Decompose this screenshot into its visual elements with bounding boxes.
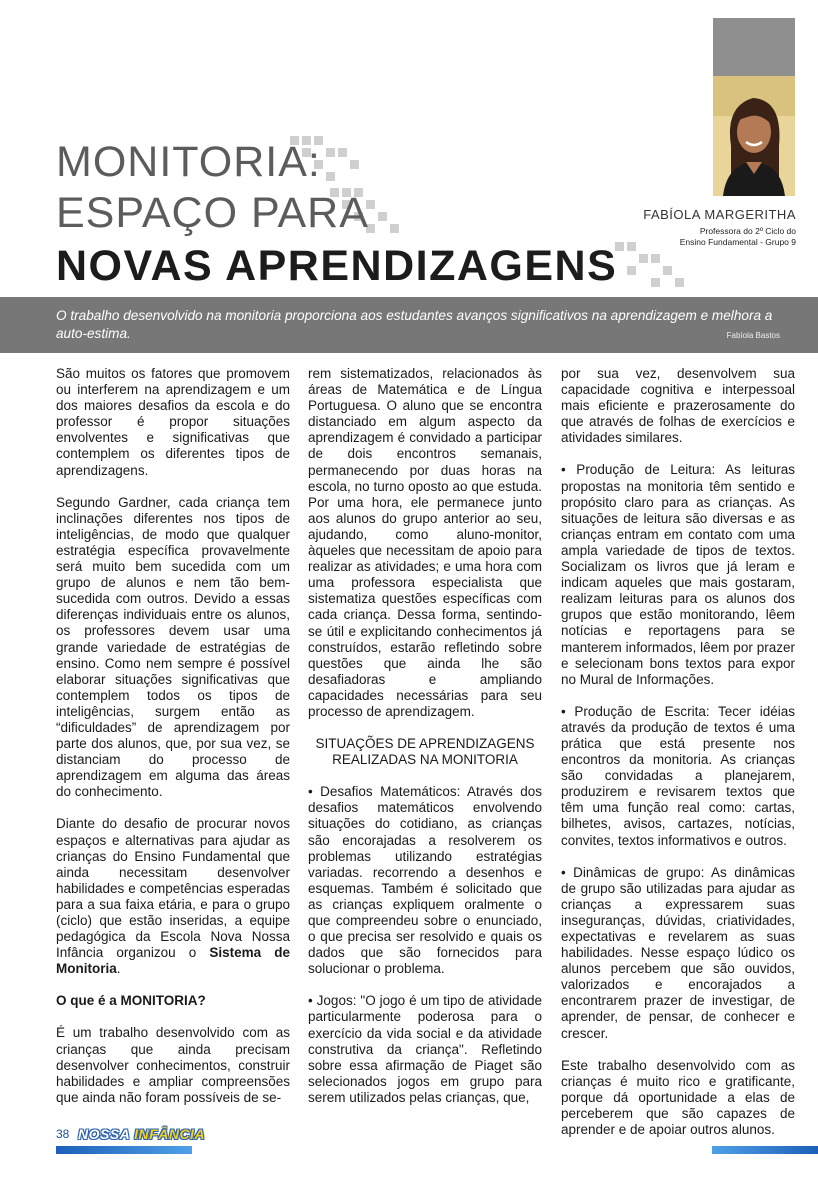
column-1 [56, 366, 290, 1122]
paragraph: • Jogos: "O jogo é um tipo de atividade particularmente poderosa para o exercício da vida social e da atividade construtiva da criança". Refletindo sobre essa afirmação de Piaget são selecionados jogos em grupo para serem utilizados pelas crianças, que, [308, 993, 542, 1105]
title-line-3: NOVAS APRENDIZAGENS [56, 242, 618, 290]
paragraph: • Produção de Leitura: As leituras propostas na monitoria têm sentido e propósito claro para as crianças. As situações de leitura são diversas e as crianças entram em contato com uma ampla variedade de tipos de textos. Socializam os livros que já leram e indicam aqueles que mais gostaram, realizam leituras para os alunos dos grupos que estão monitorando, lêem notícias e reportagens para se manterem informados, lêem por prazer e selecionam bons textos para expor no Mural de Informações. [561, 462, 795, 687]
title-line-1: MONITORIA: [56, 138, 321, 186]
footer-bar-right [712, 1146, 818, 1154]
section-question: O que é a MONITORIA? [56, 993, 206, 1009]
paragraph: • Dinâmicas de grupo: As dinâmicas de grupo são utilizadas para ajudar as crianças a expressarem suas inseguranças, dúvidas, criatividades, expectativas e revelarem as suas habilidades. Nesse espaço lúdico os alunos percebem que são ouvidos, valorizados e encorajados a encontrarem prazer de investigar, de aprender, de pensar, de conhecer e crescer. [561, 864, 795, 1041]
paragraph-end: . [116, 961, 121, 977]
author-name: FABÍOLA MARGERITHA [643, 207, 796, 222]
paragraph [56, 816, 290, 977]
intro-text: O trabalho desenvolvido na monitoria proporciona aos estudantes avanços significativos na aprendizagem e melhora a auto-estima. [56, 308, 773, 341]
footer-bar-left [56, 1146, 192, 1154]
paragraph: • Produção de Escrita: Tecer idéias através da produção de textos é uma prática que está presente nos encontros da monitoria. As crianças são convidadas a planejarem, produzirem e revisarem textos que têm uma função real como: cartas, bilhetes, avisos, cartazes, notícias, convites, textos informativos e outros. [561, 703, 795, 848]
page-number: 38 [56, 1127, 70, 1141]
column-3 [561, 366, 795, 1154]
photo-frame [713, 18, 795, 76]
title-line-2: ESPAÇO PARA [56, 189, 369, 237]
paragraph: Segundo Gardner, cada criança tem inclinações diferentes nos tipos de inteligências, de modo que qualquer estratégia específica provavelmente será muito bem sucedida com um grupo de alunos e nem tão bem-sucedida com outros. Devido a essas diferenças individuais entre os alunos, os professores devem usar uma grande variedade de estratégias de ensino. Como nem sempre é possível elaborar situações significativas que contemplem todos os tipos de inteligências, surgem então as “dificuldades” de aprendizagem por parte dos alunos, que, por sua vez, se distanciam do processo de aprendizagem em alguma das áreas do conhecimento. [56, 494, 290, 800]
paragraph: São muitos os fatores que promovem ou interferem na aprendizagem e um dos maiores desafios da escola e do professor é propor situações envolventes e significativas que contemplem os diferentes tipos de aprendizagens. [56, 366, 290, 478]
author-photo [713, 76, 795, 196]
paragraph: por sua vez, desenvolvem sua capacidade cognitiva e interpessoal mais eficiente e prazerosamente do que através de folhas de exercícios e atividades similares. [561, 366, 795, 446]
paragraph: Este trabalho desenvolvido com as crianças é muito rico e gratificante, porque dá oportunidade a elas de perceberem que são capazes de aprender e de apoiar outros alunos. [561, 1057, 795, 1138]
author-role-line-1: Professora do 2º Ciclo do [699, 226, 796, 236]
paragraph: • Desafios Matemáticos: Através dos desafios matemáticos envolvendo situações do cotidiano, as crianças são encorajadas a resolverem os problemas utilizando estratégias variadas. recorrendo a desenhos e esquemas. Também é solicitado que as crianças expliquem oralmente o que compreendeu sobre o enunciado, o que precisa ser resolvido e quais os dados que são fornecidos para solucionar o problema. [308, 784, 542, 977]
logo-word-2: INFÂNCIA [134, 1126, 206, 1142]
author-role-line-2: Ensino Fundamental - Grupo 9 [679, 237, 796, 247]
paragraph: rem sistematizados, relacionados às áreas de Matemática e de Língua Portuguesa. O aluno que se encontra distanciado em algum aspecto da aprendizagem é convidado a participar de dois encontros semanais, permanecendo por duas horas na escola, no turno oposto ao que estuda. Por uma hora, ele permanece junto aos alunos do grupo anterior ao seu, ajudando, como aluno-monitor, àqueles que necessitam de apoio para realizar as atividades; e uma hora com uma professora especialista que sistematiza questões específicas com cada criança. Dessa forma, sentindo-se útil e explicitando conhecimentos já construídos, estarão refletindo sobre questões que ainda lhe são desafiadoras e ampliando capacidades necessárias para seu processo de aprendizagem. [308, 366, 542, 719]
paragraph-text: Diante do desafio de procurar novos espaços e alternativas para ajudar as crianças do Ensino Fundamental que ainda necessitam desenvolver habilidades e competências esperadas para a sua faixa etária, e para o grupo (ciclo) que estão inseridas, a equipe pedagógica da Escola Nova Nossa Infância organizou o [56, 816, 290, 961]
bold-term: Sistema de Monitoria [56, 945, 290, 977]
column-2 [308, 366, 542, 1122]
author-role [626, 226, 796, 248]
logo-word-1: NOSSA [78, 1126, 130, 1142]
photo-credit: Fabíola Bastos [726, 331, 780, 340]
magazine-logo [78, 1126, 205, 1142]
section-subtitle: SITUAÇÕES DE APRENDIZAGENS REALIZADAS NA MONITORIA [315, 736, 535, 768]
paragraph: É um trabalho desenvolvido com as crianças que ainda precisam desenvolver conhecimentos, construir habilidades e ampliar compreensões que ainda não foram possíveis de se- [56, 1025, 290, 1105]
